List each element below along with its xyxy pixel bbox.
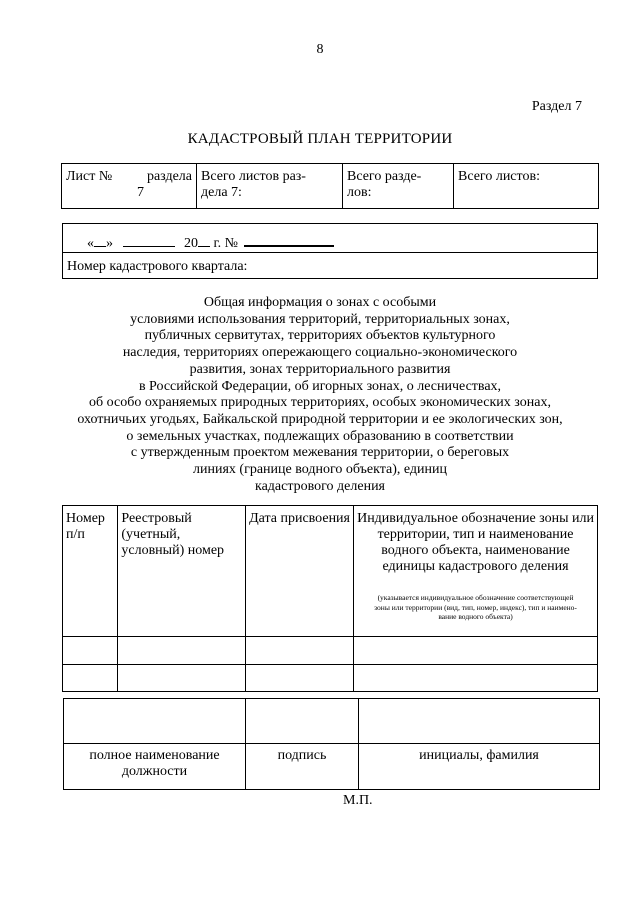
day-blank[interactable] [94, 232, 106, 247]
general-info-heading [70, 295, 570, 495]
sheet-number-label: Лист № [66, 169, 113, 184]
heading-line: в Российской Федерации, об игорных зонах, о лесничествах, [138, 378, 502, 394]
table-cell[interactable] [354, 665, 598, 692]
heading-line: развития, зонах территориального развития [189, 361, 451, 377]
total-sections-cell [343, 164, 454, 209]
col-designation-line: Индивидуальное обозначение зоны или [357, 511, 594, 526]
note-line: зоны или территории (вид, тип, номер, индекс), тип и наимено- [374, 602, 577, 612]
page-number: 8 [316, 42, 324, 57]
signature-label: подпись [277, 748, 327, 763]
date-line [87, 231, 334, 252]
number-label: г. № [213, 236, 239, 251]
col-number-header [63, 506, 118, 637]
table-cell[interactable] [63, 637, 118, 665]
heading-line: наследия, территориях опережающего социально-экономического [122, 345, 518, 361]
signature-label-row [64, 744, 600, 790]
col-registry-line3: условный) номер [121, 543, 225, 558]
col-registry-line1: Реестровый [121, 511, 192, 526]
col-designation-header [354, 506, 598, 637]
heading-line: об особо охраняемых природных территориях, особых экономических зонах, [89, 395, 551, 411]
date-number-block [62, 223, 598, 279]
table-cell[interactable] [246, 665, 354, 692]
position-entry-cell[interactable] [64, 699, 246, 744]
total-sections-line2: лов: [347, 185, 372, 200]
total-sheets-label: Всего листов: [458, 169, 540, 184]
table-cell[interactable] [118, 637, 246, 665]
signature-label-cell [246, 744, 359, 790]
name-label: инициалы, фамилия [419, 748, 539, 763]
note-line: вание водного объекта) [438, 612, 513, 621]
name-entry-cell[interactable] [359, 699, 600, 744]
heading-line: кадастрового деления [254, 478, 385, 494]
col-date-label: Дата присвоения [249, 511, 350, 526]
heading-line: условиями использования территорий, территориальных зонах, [130, 311, 510, 327]
heading-line: публичных сервитутах, территориях объектов культурного [144, 328, 496, 344]
position-label-cell [64, 744, 246, 790]
quote-close: » [106, 236, 113, 251]
table-cell[interactable] [118, 665, 246, 692]
table-cell[interactable] [246, 637, 354, 665]
total-sheets-section-cell [197, 164, 343, 209]
col-registry-header [118, 506, 246, 637]
section-label: Раздел 7 [531, 99, 582, 114]
col-designation-line: единицы кадастрового деления [382, 559, 569, 574]
sheet-number-cell [62, 164, 197, 209]
total-sheets-section-line1: Всего листов раз- [201, 169, 306, 184]
table-row [63, 665, 598, 692]
table-cell[interactable] [354, 637, 598, 665]
total-sheets-cell [454, 164, 599, 209]
section-word: раздела [146, 169, 192, 184]
col-number-line1: Номер [66, 511, 105, 526]
document-title: КАДАСТРОВЫЙ ПЛАН ТЕРРИТОРИИ [187, 131, 453, 147]
total-sheets-section-line2: дела 7: [201, 185, 242, 200]
heading-line: с утвержденным проектом межевания территории, о береговых [130, 445, 510, 461]
col-number-line2: п/п [66, 527, 85, 542]
year-blank[interactable] [198, 232, 210, 247]
heading-line: линиях (границе водного объекта), единиц [193, 462, 447, 478]
year-prefix: 20 [184, 236, 198, 251]
cadastral-quarter-label: Номер кадастрового квартала: [67, 259, 248, 274]
sheet-header-table [61, 163, 599, 209]
signature-table [63, 698, 600, 790]
stamp-label: М.П. [343, 793, 373, 808]
document-number-blank[interactable] [244, 231, 334, 247]
col-designation-line: территории, тип и наименование [377, 527, 574, 542]
position-label-line2: должности [121, 764, 188, 779]
table-row [63, 637, 598, 665]
name-label-cell [359, 744, 600, 790]
table-cell[interactable] [63, 665, 118, 692]
quote-open: « [87, 236, 94, 251]
col-designation-note [357, 593, 594, 622]
signature-entry-row [64, 699, 600, 744]
date-row [63, 224, 597, 253]
heading-line: Общая информация о зонах с особыми [203, 295, 437, 310]
position-label-line1: полное наименование [89, 748, 220, 763]
section-number: 7 [137, 185, 144, 200]
col-registry-line2: (учетный, [121, 527, 181, 542]
zones-table [62, 505, 598, 692]
total-sections-line1: Всего разде- [347, 169, 422, 184]
signature-entry-cell[interactable] [246, 699, 359, 744]
zones-table-header-row [63, 506, 598, 637]
col-date-header [246, 506, 354, 637]
month-blank[interactable] [123, 232, 175, 247]
col-designation-line: водного объекта, наименование [381, 543, 570, 558]
heading-line: о земельных участках, подлежащих образованию в соответствии [126, 428, 514, 444]
note-line: (указывается индивидуальное обозначение соответствующей [377, 593, 574, 602]
heading-line: охотничьих угодьях, Байкальской природной территории и ее экологических зон, [77, 411, 563, 427]
